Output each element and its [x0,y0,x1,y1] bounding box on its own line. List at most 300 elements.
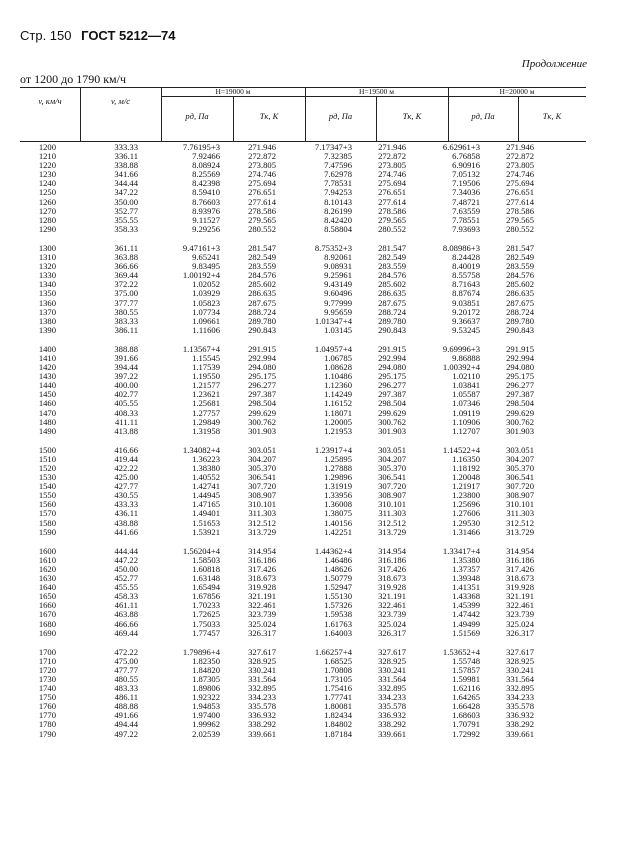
table-cell: 1.87184 [324,728,352,739]
table-cell: 294.080 [378,362,406,373]
table-cell: 405.55 [114,398,138,409]
table-cell: 1.20005 [324,416,352,427]
table-row [20,152,586,161]
table-cell: 307.720 [248,481,276,492]
table-cell: 276.651 [248,187,276,198]
standard-code: ГОСТ 5212—74 [81,28,176,43]
table-cell: 1.36223 [192,453,220,464]
table-cell: 1.16350 [452,453,480,464]
table-cell: 338.88 [114,160,138,171]
table-cell: 400.00 [114,380,138,391]
table-cell: 1370 [38,306,56,317]
table-row [20,464,586,473]
table-cell: 1220 [38,160,56,171]
table-cell: 299.629 [248,407,276,418]
table-cell: 317.426 [378,563,406,574]
table-row [20,702,586,711]
table-cell: 1790 [38,728,56,739]
table-cell: 7.94253 [324,187,352,198]
table-cell: 422.22 [114,463,138,473]
table-cell: 1610 [38,554,56,565]
table-cell: 294.080 [506,362,534,373]
table-cell: 1.84820 [192,664,220,675]
table-block [20,345,586,436]
table-cell: 290.843 [506,324,534,335]
table-cell: 296.277 [248,380,276,391]
table-cell: 1470 [38,407,56,418]
table-row [20,188,586,197]
table-cell: 298.504 [506,398,534,409]
table-cell: 317.426 [506,563,534,574]
table-cell: 286.635 [506,288,534,299]
table-cell: 488.88 [114,701,138,712]
table-cell: 1.14522+4 [442,444,480,455]
table-cell: 292.994 [506,352,534,363]
table-cell: 455.55 [114,582,138,593]
table-cell: 306.541 [506,472,534,483]
table-cell: 336.932 [506,710,534,721]
table-cell: 335.578 [248,701,276,712]
table-cell: 1520 [38,463,56,473]
table-cell: 447.22 [114,554,138,565]
table-cell: 2.02539 [192,728,220,739]
table-cell: 411.11 [115,416,138,427]
table-cell: 1500 [38,444,56,455]
table-cell: 1.64265 [452,692,480,703]
table-cell: 289.780 [378,315,406,326]
table-cell: 8.55758 [452,270,480,281]
table-cell: 1.14249 [324,389,352,400]
table-cell: 312.512 [248,517,276,528]
table-cell: 280.552 [378,223,406,234]
table-row [20,216,586,225]
table-cell: 311.303 [248,508,276,519]
col-tk-2: Tк, К [402,111,422,121]
table-cell: 288.724 [506,306,534,317]
table-cell: 1510 [38,453,56,464]
table-cell: 313.729 [378,526,406,537]
table-row [20,565,586,574]
table-cell: 285.602 [378,279,406,290]
table-cell: 276.651 [378,187,406,198]
table-cell: 430.55 [114,490,138,501]
table-cell: 286.635 [248,288,276,299]
table-cell: 280.552 [506,223,534,234]
table-block [20,143,586,234]
table-cell: 281.547 [506,242,534,253]
table-cell: 1690 [38,627,56,638]
table-cell: 331.564 [506,673,534,684]
table-cell: 491.66 [114,710,138,721]
table-cell: 1.29530 [452,517,480,528]
table-row [20,711,586,720]
table-cell: 9.60496 [324,288,352,299]
table-cell: 325.024 [506,618,534,629]
table-row [20,693,586,702]
table-cell: 1.09661 [192,315,220,326]
table-cell: 338.292 [378,719,406,730]
table-cell: 291.915 [506,343,534,354]
table-cell: 352.77 [114,205,138,216]
table-row [20,675,586,684]
table-cell: 310.101 [248,499,276,510]
table-row [20,271,586,280]
table-cell: 1.19550 [192,371,220,382]
table-cell: 323.739 [248,609,276,620]
table-cell: 1.36008 [324,499,352,510]
table-cell: 1.11606 [192,324,220,335]
table-cell: 298.504 [248,398,276,409]
table-row [20,509,586,518]
table-cell: 339.661 [506,728,534,739]
table-cell: 8.87674 [452,288,480,299]
table-cell: 1.43368 [452,591,480,602]
table-row [20,620,586,629]
table-cell: 311.303 [506,508,534,519]
table-cell: 1.06785 [324,352,352,363]
table-cell: 463.88 [114,609,138,620]
table-cell: 290.843 [378,324,406,335]
table-cell: 1.61763 [324,618,352,629]
table-cell: 305.370 [248,463,276,473]
table-cell: 1740 [38,683,56,694]
table-cell: 1.99962 [192,719,220,730]
table-cell: 477.77 [114,664,138,675]
table-cell: 1720 [38,664,56,675]
table-cell: 1.60818 [192,563,220,574]
table-cell: 283.559 [506,261,534,272]
table-cell: 334.233 [248,692,276,703]
table-cell: 1.89806 [192,683,220,694]
table-cell: 282.549 [506,252,534,263]
table-cell: 8.24428 [452,252,480,263]
table-cell: 486.11 [114,692,138,703]
table-cell: 284.576 [378,270,406,281]
table-cell: 1.77457 [192,627,220,638]
table-cell: 298.504 [378,398,406,409]
table-cell: 9.65241 [192,252,220,263]
table-row [20,262,586,271]
table-cell: 316.186 [506,554,534,565]
table-cell: 1.31958 [192,425,220,436]
table-cell: 295.175 [378,371,406,382]
table-cell: 6.76858 [452,151,480,162]
table-cell: 289.780 [248,315,276,326]
table-cell: 314.954 [378,545,406,556]
table-cell: 335.578 [378,701,406,712]
table-cell: 322.461 [378,600,406,611]
table-cell: 284.576 [506,270,534,281]
table-cell: 1.12360 [324,380,352,391]
col-pd-1: pд, Па [185,111,209,121]
table-cell: 1.29896 [324,472,352,483]
table-cell: 287.675 [506,297,534,308]
table-cell: 472.22 [114,646,138,657]
table-cell: 291.915 [378,343,406,354]
table-cell: 1.10906 [452,416,480,427]
table-cell: 1.23800 [452,490,480,501]
table-cell: 8.10143 [324,196,352,207]
table-cell: 326.317 [248,627,276,638]
speed-range-title: от 1200 до 1790 км/ч [20,72,126,86]
table-cell: 292.994 [248,352,276,363]
table-cell: 1.13567+4 [182,343,220,354]
table-cell: 9.69996+3 [442,343,480,354]
table-row [20,556,586,565]
table-cell: 1.03929 [192,288,220,299]
table-cell: 281.547 [248,242,276,253]
table-cell: 433.33 [114,499,138,510]
table-cell: 1730 [38,673,56,684]
table-cell: 1.21953 [324,425,352,436]
table-cell: 8.40019 [452,261,480,272]
table-cell: 1.38380 [192,463,220,473]
table-cell: 319.928 [248,582,276,593]
group-h19500: H=19500 м [358,87,395,96]
table-cell: 328.925 [378,655,406,666]
table-cell: 1.77741 [324,692,352,703]
table-cell: 1.18071 [324,407,352,418]
table-cell: 278.586 [506,205,534,216]
table-cell: 322.461 [506,600,534,611]
table-cell: 1.59538 [324,609,352,620]
table-cell: 273.805 [378,160,406,171]
table-cell: 1.65494 [192,582,220,593]
table-cell: 303.051 [378,444,406,455]
table-cell: 333.33 [114,142,138,152]
table-cell: 1.10486 [324,371,352,382]
table-cell: 318.673 [378,573,406,584]
table-cell: 408.33 [114,407,138,418]
table-cell: 9.36637 [452,315,480,326]
table-cell: 284.576 [248,270,276,281]
table-cell: 1.55748 [452,655,480,666]
table-cell: 9.29256 [192,223,220,234]
header-bottom-rule [20,141,586,142]
table-cell: 7.78531 [324,178,352,189]
table-cell: 8.92061 [324,252,352,263]
table-cell: 1.04957+4 [314,343,352,354]
table-cell: 7.05132 [452,169,480,180]
table-cell: 1.38075 [324,508,352,519]
table-cell: 279.565 [506,214,534,225]
table-cell: 290.843 [248,324,276,335]
table-cell: 277.614 [506,196,534,207]
continuation-note: Продолжение [521,58,587,70]
table-cell: 7.19506 [452,178,480,189]
table-cell: 1660 [38,600,56,611]
table-row [20,326,586,335]
table-row [20,574,586,583]
table-cell: 301.903 [378,425,406,436]
table-cell: 8.59410 [192,187,220,198]
table-row [20,730,586,739]
table-cell: 1230 [38,169,56,180]
table-cell: 339.661 [378,728,406,739]
table-cell: 330.241 [248,664,276,675]
table-row [20,299,586,308]
table-cell: 334.233 [378,692,406,703]
table-cell: 297.387 [506,389,534,400]
table-cell: 307.720 [378,481,406,492]
table-cell: 310.101 [378,499,406,510]
table-cell: 326.317 [378,627,406,638]
table-row [20,455,586,464]
table-cell: 332.895 [378,683,406,694]
table-cell: 413.88 [114,425,138,436]
table-cell: 8.25569 [192,169,220,180]
table-cell: 272.872 [506,151,534,162]
table-cell: 9.08931 [324,261,352,272]
table-row [20,308,586,317]
table-cell: 1630 [38,573,56,584]
table-cell: 277.614 [248,196,276,207]
table-cell: 7.32385 [324,151,352,162]
col-pd-2: pд, Па [328,111,353,121]
table-cell: 391.66 [114,352,138,363]
table-cell: 1640 [38,582,56,593]
table-cell: 280.552 [248,223,276,234]
table-cell: 436.11 [114,508,138,519]
table-cell: 1.87305 [192,673,220,684]
table-cell: 278.586 [248,205,276,216]
table-cell: 1.64003 [324,627,352,638]
table-cell: 1390 [38,324,56,335]
table-cell: 8.42420 [324,214,352,225]
table-block [20,446,586,537]
table-cell: 283.559 [378,261,406,272]
table-cell: 1300 [38,242,56,253]
table-cell: 300.762 [248,416,276,427]
table-row [20,345,586,354]
table-cell: 273.805 [506,160,534,171]
table-cell: 1380 [38,315,56,326]
table-cell: 8.42398 [192,178,220,189]
table-cell: 279.565 [378,214,406,225]
table-cell: 1.63148 [192,573,220,584]
table-cell: 1360 [38,297,56,308]
table-cell: 1.59981 [452,673,480,684]
table-cell: 1.97400 [192,710,220,721]
table-cell: 1.02052 [192,279,220,290]
table-cell: 288.724 [378,306,406,317]
table-cell: 1.01347+4 [314,315,352,326]
table-cell: 339.661 [248,728,276,739]
table-cell: 1.08628 [324,362,352,373]
table-cell: 1750 [38,692,56,703]
table-cell: 7.17347+3 [314,142,352,152]
table-cell: 1590 [38,526,56,537]
table-cell: 394.44 [114,362,138,373]
table-cell: 338.292 [248,719,276,730]
table-cell: 303.051 [248,444,276,455]
table-row [20,427,586,436]
table-cell: 1.72625 [192,609,220,620]
table-row [20,629,586,638]
col-tk-1: Tк, К [259,111,279,121]
table-cell: 1.40156 [324,517,352,528]
table-cell: 308.907 [506,490,534,501]
table-body [20,143,586,749]
table-cell: 1.23917+4 [314,444,352,455]
table-cell: 1530 [38,472,56,483]
table-cell: 1490 [38,425,56,436]
table-cell: 306.541 [378,472,406,483]
table-cell: 303.051 [506,444,534,455]
table-cell: 1420 [38,362,56,373]
table-cell: 327.617 [506,646,534,657]
table-cell: 272.872 [378,151,406,162]
table-cell: 7.48721 [452,196,480,207]
table-row [20,381,586,390]
table-row [20,244,586,253]
table-cell: 1480 [38,416,56,427]
table-row [20,547,586,556]
table-cell: 1.44362+4 [314,545,352,556]
table-cell: 316.186 [378,554,406,565]
table-cell: 1.84802 [324,719,352,730]
table-cell: 336.932 [378,710,406,721]
table-row [20,280,586,289]
table-cell: 321.191 [248,591,276,602]
table-cell: 9.20172 [452,306,480,317]
table-cell: 311.303 [378,508,406,519]
table-row [20,372,586,381]
table-cell: 1.70791 [452,719,480,730]
table-cell: 332.895 [506,683,534,694]
table-cell: 289.780 [506,315,534,326]
table-cell: 438.88 [114,517,138,528]
table-cell: 1.31466 [452,526,480,537]
table-cell: 8.93976 [192,205,220,216]
table-cell: 1.42251 [324,526,352,537]
table-cell: 310.101 [506,499,534,510]
table-cell: 301.903 [506,425,534,436]
table-cell: 375.00 [114,288,138,299]
table-cell: 1.07346 [452,398,480,409]
table-row [20,610,586,619]
table-cell: 8.71643 [452,279,480,290]
table-cell: 1.40552 [192,472,220,483]
table-cell: 347.22 [114,187,138,198]
table-cell: 1.25696 [452,499,480,510]
table-cell: 1.05587 [452,389,480,400]
table-row [20,418,586,427]
table-cell: 1450 [38,389,56,400]
table-cell: 1.41351 [452,582,480,593]
table-cell: 397.22 [114,371,138,382]
table-cell: 1680 [38,618,56,629]
table-cell: 304.207 [378,453,406,464]
table-row [20,601,586,610]
table-row [20,409,586,418]
table-cell: 1.23621 [192,389,220,400]
table-cell: 1560 [38,499,56,510]
table-cell: 366.66 [114,261,138,272]
table-cell: 307.720 [506,481,534,492]
table-cell: 316.186 [248,554,276,565]
table-cell: 1400 [38,343,56,354]
table-cell: 318.673 [248,573,276,584]
table-cell: 7.63559 [452,205,480,216]
table-cell: 355.55 [114,214,138,225]
col-tk-3: Tк, К [542,111,562,121]
table-row [20,592,586,601]
table-cell: 1.35380 [452,554,480,565]
table-cell: 335.578 [506,701,534,712]
table-cell: 1.53921 [192,526,220,537]
table-cell: 271.946 [506,142,534,152]
